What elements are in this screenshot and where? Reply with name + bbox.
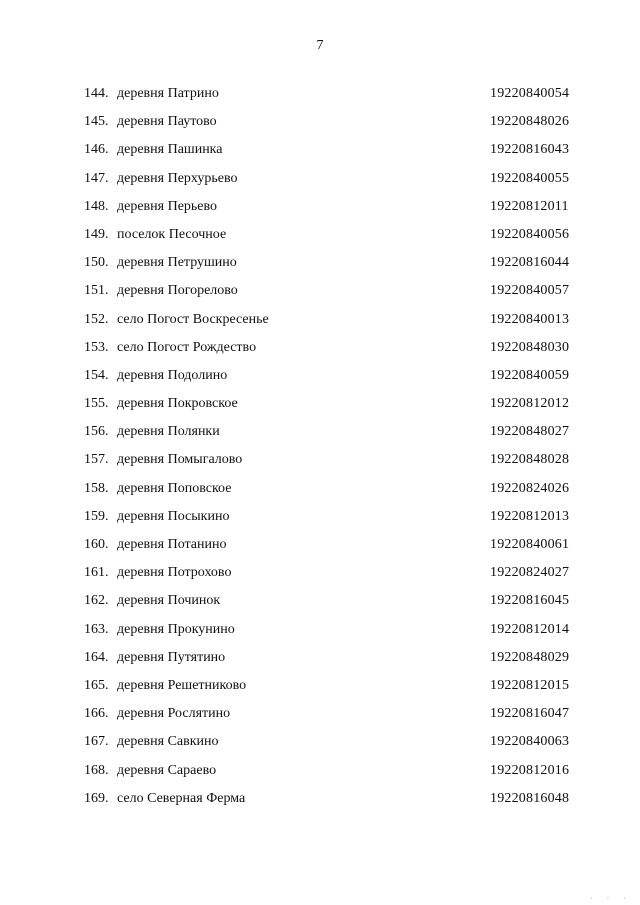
settlement-name: деревня Потанино (117, 537, 227, 552)
settlement-code: 19220812013 (490, 508, 570, 524)
settlement-code: 19220812016 (490, 762, 570, 778)
list-item (0, 281, 640, 309)
page-number: 7 (316, 38, 324, 53)
list-item (0, 450, 640, 478)
settlement-name: деревня Полянки (117, 424, 220, 440)
settlement-name: деревня Прокунино (117, 621, 235, 637)
item-number: 153. (84, 339, 109, 355)
list-item (0, 648, 640, 676)
list-item (0, 253, 640, 281)
settlement-name: деревня Покровское (117, 396, 238, 412)
item-number: 157. (84, 452, 109, 468)
settlement-code: 19220840055 (490, 170, 570, 186)
settlement-code: 19220840059 (490, 367, 570, 383)
list-item (0, 732, 640, 760)
settlement-name: деревня Решетниково (117, 677, 247, 693)
settlement-name: деревня Перьево (117, 198, 218, 214)
item-number: 162. (84, 593, 109, 609)
list-item (0, 563, 640, 591)
settlement-name: деревня Рослятино (117, 706, 231, 722)
list-item (0, 704, 640, 732)
list-item (0, 591, 640, 619)
settlement-name: село Погост Воскресенье (117, 311, 269, 327)
settlement-list (0, 84, 640, 817)
settlement-name: село Северная Ферма (117, 790, 246, 806)
settlement-code: 19220816045 (490, 593, 570, 609)
item-number: 165. (84, 677, 109, 693)
settlement-code: 19220816047 (490, 706, 570, 722)
item-number: 150. (84, 255, 109, 271)
list-item (0, 507, 640, 535)
item-number: 158. (84, 480, 109, 496)
list-item (0, 169, 640, 197)
settlement-code: 19220848027 (490, 424, 570, 440)
item-number: 151. (84, 283, 109, 299)
item-number: 148. (84, 198, 109, 214)
settlement-name: деревня Погорелово (117, 283, 238, 299)
item-number: 163. (84, 621, 109, 637)
settlement-code: 19220824027 (490, 565, 570, 581)
item-number: 145. (84, 114, 109, 130)
list-item (0, 789, 640, 817)
item-number: 154. (84, 367, 109, 383)
settlement-name: деревня Патрино (117, 86, 219, 101)
settlement-code: 19220816044 (490, 255, 570, 271)
settlement-code: 19220816043 (490, 142, 570, 158)
settlement-name: поселок Песочное (117, 226, 227, 242)
settlement-code: 19220840063 (490, 734, 570, 750)
list-item (0, 479, 640, 507)
item-number: 155. (84, 396, 109, 412)
item-number: 147. (84, 170, 109, 186)
settlement-name: село Погост Рождество (117, 339, 257, 355)
settlement-code: 19220824026 (490, 480, 570, 496)
list-item (0, 84, 640, 112)
list-item (0, 310, 640, 338)
list-item (0, 422, 640, 450)
settlement-name: деревня Пашинка (117, 142, 223, 158)
settlement-name: деревня Поповское (117, 480, 232, 496)
settlement-code: 19220812011 (490, 198, 569, 214)
settlement-name: деревня Петрушино (117, 255, 237, 271)
item-number: 168. (84, 762, 109, 778)
settlement-name: деревня Помыгалово (117, 452, 243, 468)
settlement-name: деревня Потрохово (117, 565, 232, 581)
settlement-code: 19220812012 (490, 396, 570, 412)
item-number: 144. (84, 86, 109, 101)
item-number: 161. (84, 565, 109, 581)
settlement-name: деревня Путятино (117, 649, 226, 665)
settlement-name: деревня Подолино (117, 367, 228, 383)
settlement-code: 19220848026 (490, 114, 570, 130)
settlement-code: 19220840054 (490, 86, 570, 101)
item-number: 152. (84, 311, 109, 327)
settlement-code: 19220812015 (490, 677, 570, 693)
list-item (0, 197, 640, 225)
settlement-name: деревня Сараево (117, 762, 217, 778)
item-number: 160. (84, 537, 109, 552)
list-item (0, 112, 640, 140)
list-item (0, 366, 640, 394)
item-number: 169. (84, 790, 109, 806)
settlement-name: деревня Савкино (117, 734, 219, 750)
scan-artifact-marks: · · · (590, 894, 632, 903)
settlement-code: 19220840056 (490, 226, 570, 242)
item-number: 164. (84, 649, 109, 665)
list-item (0, 535, 640, 563)
item-number: 166. (84, 706, 109, 722)
settlement-code: 19220840013 (490, 311, 570, 327)
list-item (0, 225, 640, 253)
list-item (0, 140, 640, 168)
list-item (0, 620, 640, 648)
settlement-name: деревня Починок (117, 593, 221, 609)
list-item (0, 676, 640, 704)
item-number: 149. (84, 226, 109, 242)
settlement-code: 19220848030 (490, 339, 570, 355)
settlement-name: деревня Посыкино (117, 508, 230, 524)
settlement-code: 19220840061 (490, 537, 570, 552)
settlement-code: 19220840057 (490, 283, 570, 299)
list-item (0, 761, 640, 789)
list-item (0, 394, 640, 422)
settlement-code: 19220812014 (490, 621, 570, 637)
settlement-code: 19220848029 (490, 649, 570, 665)
item-number: 167. (84, 734, 109, 750)
settlement-name: деревня Паутово (117, 114, 217, 130)
settlement-code: 19220848028 (490, 452, 570, 468)
list-item (0, 338, 640, 366)
item-number: 156. (84, 424, 109, 440)
item-number: 159. (84, 508, 109, 524)
settlement-code: 19220816048 (490, 790, 570, 806)
item-number: 146. (84, 142, 109, 158)
settlement-name: деревня Перхурьево (117, 170, 238, 186)
